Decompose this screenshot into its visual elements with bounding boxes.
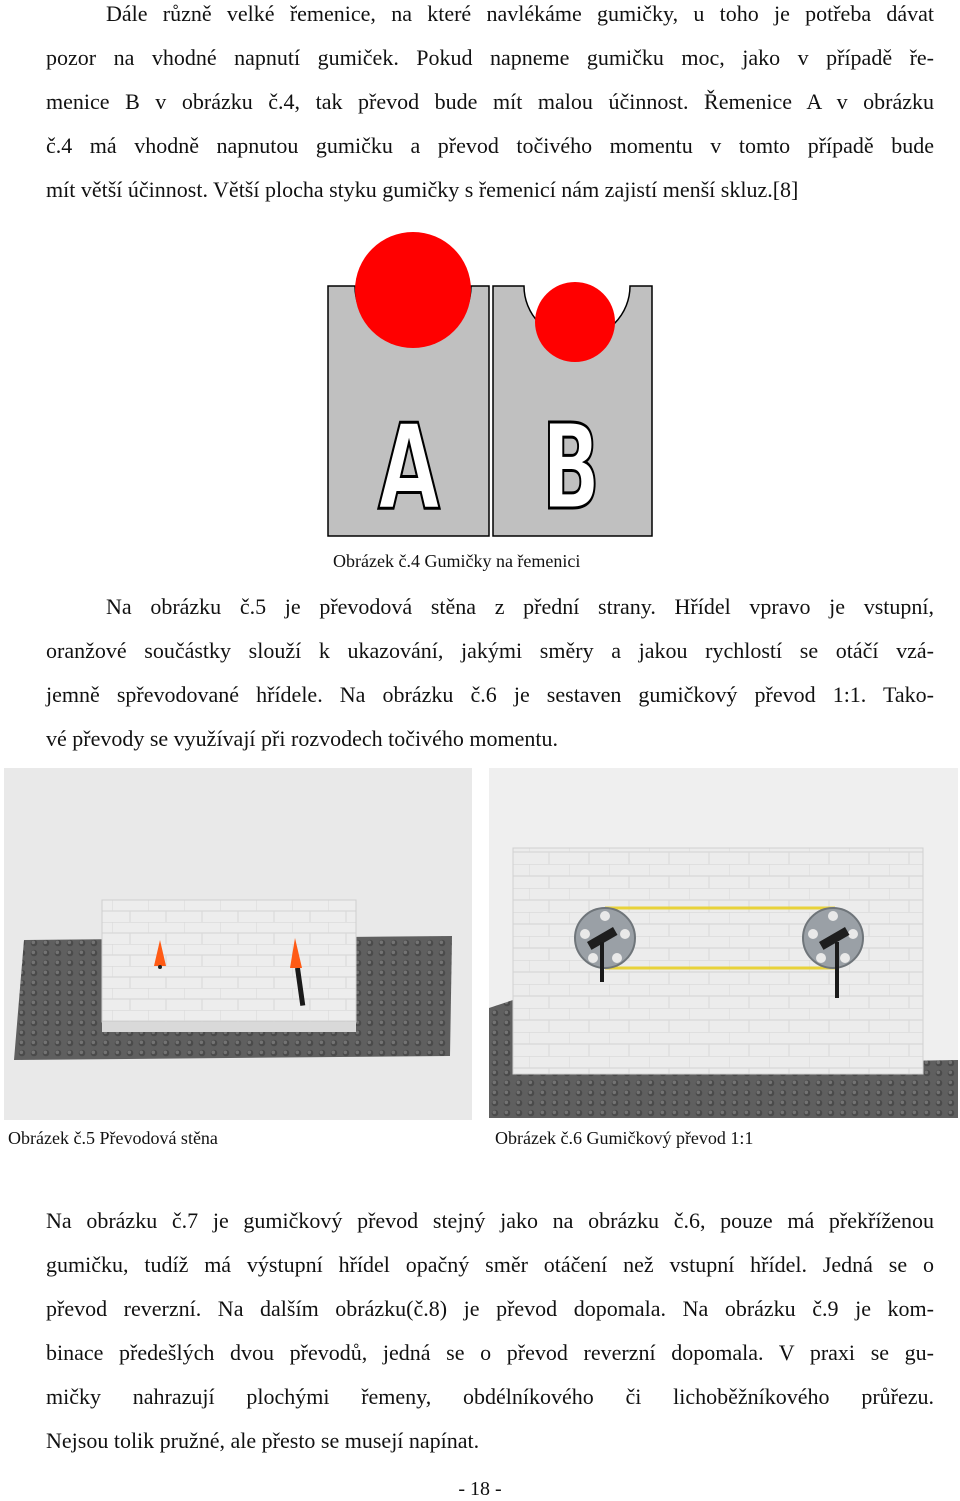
text-line: binace předešlých dvou převodů, jedná se o převod reverzní dopomala. V praxi se gu- [46,1340,934,1365]
text-line: Na obrázku č.7 je gumičkový převod stejný jako na obrázku č.6, pouze má překříženou [46,1208,934,1233]
label-a: A [378,398,440,536]
label-b: B [542,398,600,536]
text-line: gumičku, tudíž má výstupní hřídel opačný směr otáčení než vstupní hřídel. Jedná se o [46,1252,934,1277]
figure-4-caption: Obrázek č.4 Gumičky na řemenici [333,551,581,571]
figure-5-caption: Obrázek č.5 Převodová stěna [8,1128,218,1148]
text-line: převod reverzní. Na dalším obrázku(č.8) je převod dopomala. Na obrázku č.9 je kom- [46,1296,934,1321]
text-line: vé převody se využívají při rozvodech točivého momentu. [46,726,558,751]
text-line: oranžové součástky slouží k ukazování, jakými směry a jakou rychlostí se otáčí vzá- [46,638,934,663]
gear-wall-photo [4,768,472,1120]
page-number: - 18 - [458,1478,502,1500]
text-line: Dále různě velké řemenice, na které navlékáme gumičky, u toho je potřeba dávat [106,1,934,26]
paragraph-1 [46,0,934,212]
paragraph-2 [46,585,934,761]
text-line: pozor na vhodné napnutí gumiček. Pokud napneme gumičku moc, jako v případě ře- [46,45,934,70]
text-line: menice B v obrázku č.4, tak převod bude mít malou účinnost. Řemenice A v obrázku [46,89,934,114]
text-line: mičky nahrazují plochými řemeny, obdélníkového či lichoběžníkového průřezu. [46,1384,934,1409]
text-line: č.4 má vhodně napnutou gumičku a převod točivého momentu v tomto případě bude [46,133,934,158]
text-line: Nejsou tolik pružné, ale přesto se musejí napínat. [46,1428,480,1453]
paragraph-3 [46,1199,934,1463]
text-line: Na obrázku č.5 je převodová stěna z přední strany. Hřídel vpravo je vstupní, [106,594,934,619]
text-line: mít větší účinnost. Větší plocha styku gumičky s řemenicí nám zajistí menší skluz.[8] [46,177,799,202]
rubber-band-transmission-photo [489,768,958,1118]
rubber-band-a [355,232,471,348]
figure-6-caption: Obrázek č.6 Gumičkový převod 1:1 [495,1128,754,1148]
pulley-diagram [325,228,655,540]
rubber-band-b [535,282,615,362]
text-line: jemně spřevodované hřídele. Na obrázku č.6 je sestaven gumičkový převod 1:1. Tako- [46,682,934,707]
